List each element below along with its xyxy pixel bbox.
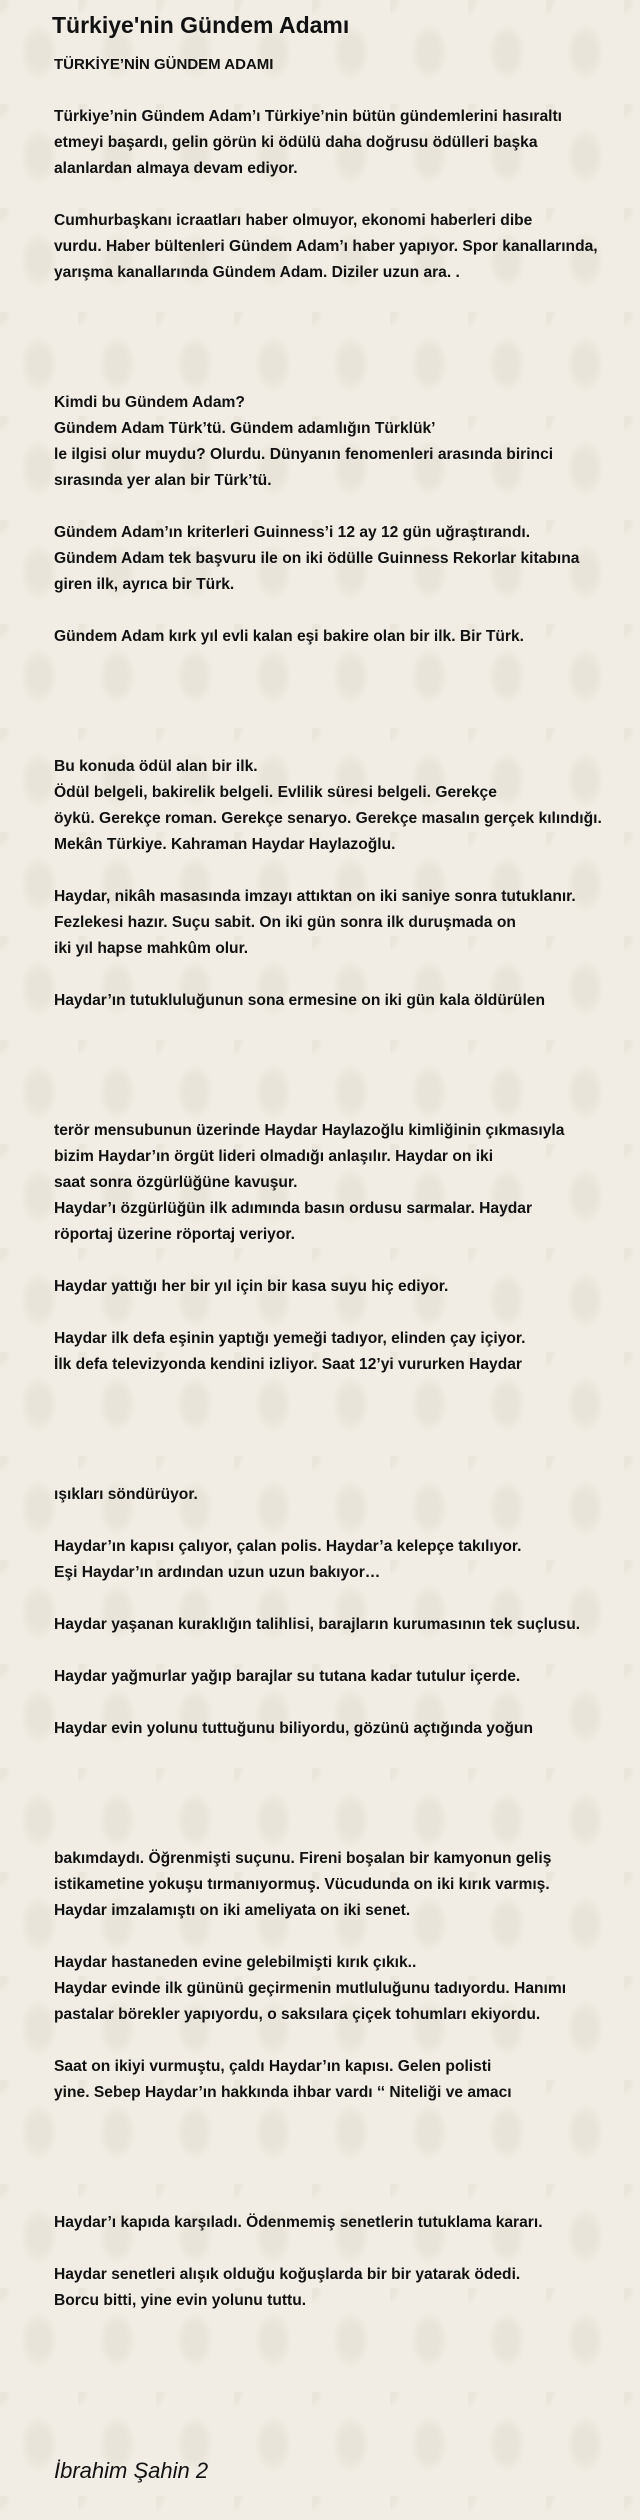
stanza: [54, 884, 624, 962]
poem-line: Mekân Türkiye. Kahraman Haydar Haylazoğlu.: [54, 836, 396, 853]
stanza: [54, 208, 624, 286]
poem-line: Haydar yattığı her bir yıl için bir kasa suyu hiç ediyor.: [54, 1278, 449, 1295]
poem-line: yine. Sebep Haydar’ın hakkında ihbar vardı ‘‘ Niteliği ve amacı: [54, 2084, 512, 2101]
poem-line: Eşi Haydar’ın ardından uzun uzun bakıyor…: [54, 1564, 381, 1581]
poem-subtitle: TÜRKİYE’NİN GÜNDEM ADAMI: [54, 56, 274, 73]
poem-line: Haydar yaşanan kuraklığın talihlisi, barajların kurumasının tek suçlusu.: [54, 1616, 581, 1633]
poem-line: öykü. Gerekçe roman. Gerekçe senaryo. Gerekçe masalın gerçek kılındığı.: [54, 810, 602, 827]
poem-line: Cumhurbaşkanı icraatları haber olmuyor, ekonomi haberleri dibe: [54, 212, 533, 229]
poem-line: Haydar evinde ilk gününü geçirmenin mutluluğunu tadıyordu. Hanımı: [54, 1980, 567, 1997]
poem-line: ışıkları söndürüyor.: [54, 1486, 198, 1503]
poem-line: Haydar yağmurlar yağıp barajlar su tutana kadar tutulur içerde.: [54, 1668, 521, 1685]
stanza: [54, 1274, 624, 1300]
stanza: [54, 520, 624, 598]
poem-line: le ilgisi olur muydu? Olurdu. Dünyanın fenomenleri arasında birinci: [54, 446, 554, 463]
poem-line: vurdu. Haber bültenleri Gündem Adam’ı haber yapıyor. Spor kanallarında,: [54, 238, 598, 255]
stanza: [54, 1950, 624, 2028]
poem-line: Kimdi bu Gündem Adam?: [54, 394, 245, 411]
poem-line: Haydar evin yolunu tuttuğunu biliyordu, gözünü açtığında yoğun: [54, 1720, 534, 1737]
poem-line: Saat on ikiyi vurmuştu, çaldı Haydar’ın kapısı. Gelen polisti: [54, 2058, 492, 2075]
stanza: [54, 1612, 624, 1638]
stanza: [54, 988, 624, 1014]
stanza: [54, 1118, 624, 1248]
poem-line: istikametine yokuşu tırmanıyormuş. Vücudunda on iki kırık varmış.: [54, 1876, 550, 1893]
stanza: [54, 1326, 624, 1378]
section-gap: [54, 312, 624, 390]
poem-title: Türkiye'nin Gündem Adamı: [52, 12, 350, 38]
poem-line: Haydar’ın kapısı çalıyor, çalan polis. Haydar’a kelepçe takılıyor.: [54, 1538, 522, 1555]
section-gap: [54, 676, 624, 754]
poem-line: saat sonra özgürlüğüne kavuşur.: [54, 1174, 298, 1191]
poem-line: sırasında yer alan bir Türk’tü.: [54, 472, 272, 489]
poem-line: Gündem Adam Türk’tü. Gündem adamlığın Türklük’: [54, 420, 436, 437]
poem-line: Fezlekesi hazır. Suçu sabit. On iki gün sonra ilk duruşmada on: [54, 914, 516, 931]
poem-line: etmeyi başardı, gelin görün ki ödülü daha doğrusu ödülleri başka: [54, 134, 538, 151]
stanza: [54, 104, 624, 182]
poem-line: Haydar hastaneden evine gelebilmişti kırık çıkık..: [54, 1954, 417, 1971]
poem-line: Haydar’ı kapıda karşıladı. Ödenmemiş senetlerin tutuklama kararı.: [54, 2214, 543, 2231]
poem-line: Türkiye’nin Gündem Adam’ı Türkiye’nin bütün gündemlerini hasıraltı: [54, 108, 563, 125]
poem-line: pastalar börekler yapıyordu, o saksılara çiçek tohumları ekiyordu.: [54, 2006, 541, 2023]
poem-line: bizim Haydar’ın örgüt lideri olmadığı anlaşılır. Haydar on iki: [54, 1148, 494, 1165]
poem-line: giren ilk, ayrıca bir Türk.: [54, 576, 235, 593]
stanza: [54, 2054, 624, 2106]
poem-body: [54, 104, 624, 2340]
stanza: [54, 1716, 624, 1742]
poem-line: Haydar senetleri alışık olduğu koğuşlarda bir bir yatarak ödedi.: [54, 2266, 521, 2283]
section-gap: [54, 2132, 624, 2210]
poem-line: Gündem Adam tek başvuru ile on iki ödülle Guinness Rekorlar kitabına: [54, 550, 580, 567]
poem-line: Borcu bitti, yine evin yolunu tuttu.: [54, 2292, 307, 2309]
stanza: [54, 1482, 624, 1508]
poem-line: Haydar ilk defa eşinin yaptığı yemeği tadıyor, elinden çay içiyor.: [54, 1330, 526, 1347]
section-gap: [54, 1768, 624, 1846]
poem-line: Gündem Adam’ın kriterleri Guinness’i 12 ay 12 gün uğraştırandı.: [54, 524, 531, 541]
stanza: [54, 1534, 624, 1586]
stanza: [54, 1846, 624, 1924]
poem-line: terör mensubunun üzerinde Haydar Haylazoğlu kimliğinin çıkmasıyla: [54, 1122, 565, 1139]
poem-line: Gündem Adam kırk yıl evli kalan eşi bakire olan bir ilk. Bir Türk.: [54, 628, 525, 645]
poem-line: İlk defa televizyonda kendini izliyor. Saat 12’yi vururken Haydar: [54, 1356, 522, 1373]
poem-line: Haydar’ın tutukluluğunun sona ermesine on iki gün kala öldürülen: [54, 992, 545, 1009]
stanza: [54, 624, 624, 650]
stanza: [54, 754, 624, 858]
poem-line: Ödül belgeli, bakirelik belgeli. Evlilik süresi belgeli. Gerekçe: [54, 784, 497, 801]
section-gap: [54, 1404, 624, 1482]
poem-line: yarışma kanallarında Gündem Adam. Diziler uzun ara. .: [54, 264, 460, 281]
stanza: [54, 2262, 624, 2314]
poem-line: Haydar, nikâh masasında imzayı attıktan on iki saniye sonra tutuklanır.: [54, 888, 576, 905]
author-signature: İbrahim Şahin 2: [54, 2458, 209, 2483]
stanza: [54, 1664, 624, 1690]
stanza: [54, 2210, 624, 2236]
poem-line: Haydar imzalamıştı on iki ameliyata on iki senet.: [54, 1902, 411, 1919]
poem-line: alanlardan almaya devam ediyor.: [54, 160, 298, 177]
poem-line: bakımdaydı. Öğrenmişti suçunu. Fireni boşalan bir kamyonun geliş: [54, 1850, 552, 1867]
section-gap: [54, 1040, 624, 1118]
poem-line: Haydar’ı özgürlüğün ilk adımında basın ordusu sarmalar. Haydar: [54, 1200, 533, 1217]
stanza: [54, 390, 624, 494]
poem-line: Bu konuda ödül alan bir ilk.: [54, 758, 258, 775]
poem-line: röportaj üzerine röportaj veriyor.: [54, 1226, 295, 1243]
poem-line: iki yıl hapse mahkûm olur.: [54, 940, 249, 957]
